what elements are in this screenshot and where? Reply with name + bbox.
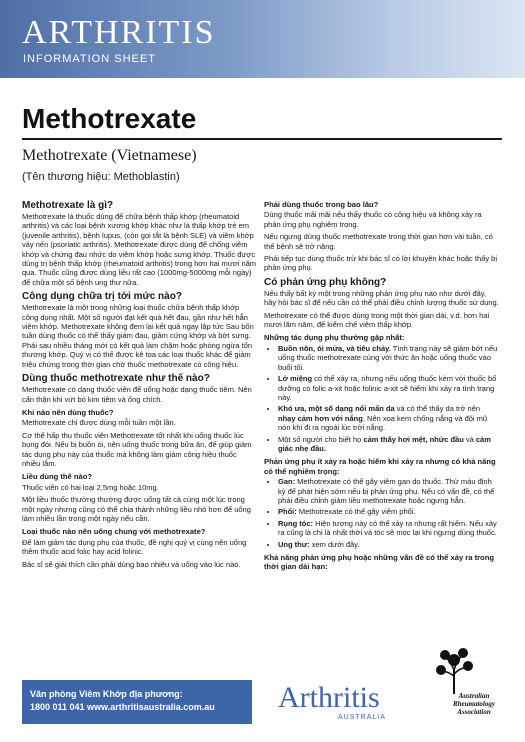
sub-heading: Liều dùng thế nào? [22,472,93,482]
list-item [278,519,499,538]
bold-text: Rụng tóc: [278,518,313,528]
sub-heading: Khi nào nên dùng thuốc? [22,407,114,417]
association-name [446,692,502,716]
text: có thể xảy ra, nhưng nếu uống thuốc kèm với thuốc bổ dưỡng có folic a-xit hoặc folinic a-xit sẽ hiếm khi xảy ra tình trạng này. [278,374,497,402]
text: Methotrexate có thể gây viêm gan do thuốc. Thử máu định kỳ để phát hiện sớm nếu bị phản ứng phụ. Nếu có vấn đề, có thể phải điều chỉnh giảm liều methotrexate hoặc ngưng hẳn. [278,477,495,505]
bold-text: cảm giác nhẹ đầu. [278,434,491,453]
paragraph: Bác sĩ sẽ giải thích cần phải dùng bao nhiêu và uống vào lúc nào. [22,559,241,569]
paragraph: Methotrexate có dạng thuốc viên để uống hoặc dạng thuốc tiêm. Nên cẩn thận khi vứt bỏ kim tiêm và ống chích. [22,385,252,404]
sub-heading: Những tác dụng phụ thường gặp nhất: [264,333,405,343]
tree-icon [432,648,476,696]
paragraph: Cơ thể hấp thu thuốc viên Methotrexate tốt nhất khi uống thuốc lúc bụng đói. Nếu bị buồn ói, nên uống thuốc trong bữa ăn, để giúp giảm tác dụng phụ này của thuốc mà không làm giảm công hiệu thuốc nhiều lắm. [22,430,252,468]
bold-text: cảm thấy hơi mệt, nhức đầu [363,434,464,444]
association-line: Association [457,708,491,716]
section-heading: Dùng thuốc methotrexate như thế nào? [22,373,210,385]
sub-heading: Loại thuốc nào nên uống chung với methotrexate? [22,527,206,537]
list-item [278,404,499,432]
bold-text: Khó ưa, một số dạng nổi mẩn da [278,404,395,414]
logo-subtext: AUSTRALIA [338,714,386,721]
logo-wordmark: Arthritis [278,681,380,714]
section-heading: Methotrexate là gì? [22,200,114,211]
list-item [278,344,499,372]
list-item [278,477,499,505]
arthritis-australia-logo [278,682,398,726]
paragraph: Dùng thuốc mãi mãi nếu thấy thuốc có công hiệu và không xảy ra phản ứng phụ nghiêm trọng. [264,210,482,229]
paragraph: Methotrexate là thuốc dùng để chữa bệnh thấp khớp (rheumatoid arthritis) và các loại bệnh xương khớp khác như là thấp khớp trẻ em (juvenile arthritis), bệnh lupus, (còn gọi tắt là bệnh SLE) và viêm khớp vảy nến (psoriatic arthritis). Methotrexate được dùng để chống viêm khớp và chứng đau nhức do viêm khớp hoặc sưng khớp. Thuốc được dùng trị bệnh thấp khớp (rheumatoid arthritis) trong hơn hai mươi năm qua. Thuốc cũng được dùng liều rất cao (1000mg-5000mg mỗi ngày) để chữa một số bệnh ung thư nữa. [22,212,257,287]
document-title: Methotrexate [22,103,197,134]
list-item [278,435,499,454]
paragraph: Để làm giảm tác dụng phụ của thuốc, đề nghị quý vị cùng nên uống thêm thuốc acid folic hay acid folinic. [22,537,247,557]
header-banner [0,0,525,78]
paragraph: Nếu thấy bất kỳ một trong những phản ứng phụ nào như dưới đây, hãy hỏi bác sĩ để nếu cần có thể phải điều chỉnh lượng thuốc sử dụng. [264,288,499,308]
paragraph: Thuốc viên có hai loại 2,5mg hoặc 10mg. [22,482,159,492]
list-item [278,374,499,402]
paragraph: Methotrexate có thể được dùng trong một thời gian dài, v.d. hơn hai mươi lăm năm, để kiểm chế viêm thấp khớp. [264,310,490,330]
paragraph: Một liều thuốc thường thường được uống tất cả cùng một lúc trong một ngày nhưng cũng có thể chia thành những liều nhỏ hơn để uống làm nhiều lần trong một ngày nếu cần. [22,495,251,523]
contact-box [22,680,252,724]
text: Một số người cho biết họ [278,434,364,444]
text: và có thể thấy da trở nên [394,404,481,414]
bold-text: Ung thư: [278,539,310,549]
common-side-effects-list [264,344,499,453]
brand-subtitle: INFORMATION SHEET [23,53,156,65]
association-line: Rheumatology [452,700,495,708]
bold-text: Lở miệng [278,374,313,384]
bold-text: Gan: [278,477,296,487]
rheumatology-association-logo [432,648,502,728]
left-column [22,196,257,572]
list-item [278,507,499,516]
brand-title: ARTHRITIS [22,14,216,51]
paragraph: Methotrexate là một trong những loại thuốc chữa bệnh thấp khớp công dụng nhất. Một số người đạt kết quả hết đau, gần như hết hẳn viêm khớp. Methotrexate không đem lại kết quả ngay lập tức Sau bốn tuần dùng thuốc có thể thấy giảm đau, giảm cứng khớp và bớt sưng. Phải sau nhiều tháng mới có kết quả làm chậm hoặc phòng ngừa tổn thương khớp. Quý vị có thể được kê toa các loại thuốc khác để giảm triệu chứng trong thời gian chờ thuốc methotrexate có công hiệu. [22,303,254,369]
sub-heading: Phải dùng thuốc trong bao lâu? [264,200,379,209]
sub-heading: Phản ứng phụ ít xảy ra hoặc hiếm khi xảy ra nhưng có khả năng có thể nghiêm trọng: [264,457,496,476]
phone-website-link[interactable]: 1800 011 041 www.arthritisaustralia.com.au [30,702,215,712]
section-heading: Công dụng chữa trị tới mức nào? [22,291,182,303]
sub-heading: Khả năng phản ứng phụ hoặc những vấn đề có thể xảy ra trong thời gian dài hạn: [264,553,494,572]
title-divider [22,138,502,140]
rare-side-effects-list [264,477,499,549]
text: Tình trạng này sẽ giảm bớt nếu uống thuốc methotrexate cùng với thức ăn hoặc uống thuốc vào buổi tối. [278,343,498,372]
text: Hiện tượng này có thể xảy ra nhưng rất hiếm. Nếu xảy ra cũng là chỉ là nhất thời và tóc sẽ mọc lại khi ngưng dùng thuốc. [278,518,497,538]
paragraph: Methotrexate chỉ được dùng mỗi tuần một lần. [22,418,176,428]
text: . Nên xoa kem chống nắng và đội mũ nón khi đi ra ngoài lúc trời nắng. [278,413,488,433]
office-label: Văn phòng Viêm Khớp địa phương: [30,689,183,699]
paragraph: Nếu ngưng dùng thuốc methotrexate trong thời gian hơn vài tuần, có thể bệnh sẽ trở nặng. [264,232,493,251]
text: xem dưới đây. [309,539,360,549]
list-item [278,540,499,549]
section-heading: Có phản ứng phụ không? [264,276,387,288]
association-line: Australian [458,692,490,700]
right-column [264,196,499,573]
bold-text: nhạy cảm hơn với nắng [278,413,363,423]
paragraph: Phải tiếp tục dùng thuốc trừ khi bác sĩ có lời khuyên khác hoặc thấy bị phản ứng phụ. [264,254,497,273]
bold-text: Phổi: [278,507,297,517]
bold-text: Buồn nôn, ói mửa, và tiêu chảy. [278,343,391,353]
text: và [463,434,476,444]
brand-name-note: (Tên thương hiệu: Methoblastin) [22,171,180,183]
document-subtitle: Methotrexate (Vietnamese) [22,147,197,164]
text: Methotrexate có thể gây viêm phổi. [296,507,416,517]
